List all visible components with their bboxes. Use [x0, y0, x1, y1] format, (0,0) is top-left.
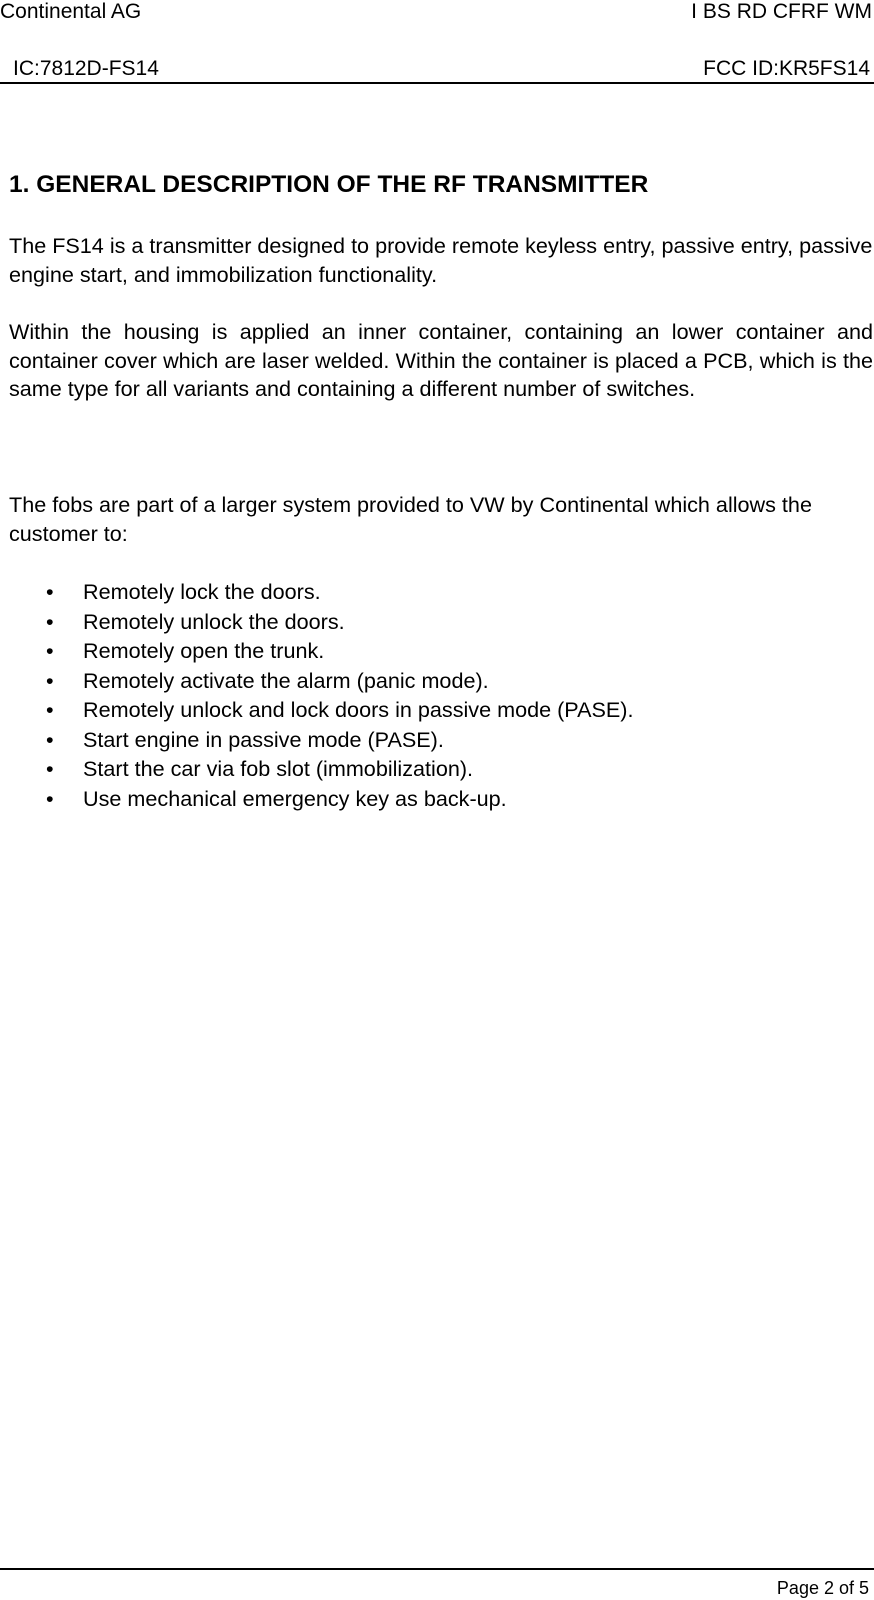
list-item-text: Remotely unlock the doors. [83, 608, 345, 634]
list-item-text: Use mechanical emergency key as back-up. [83, 785, 507, 811]
list-item-text: Start engine in passive mode (PASE). [83, 726, 444, 752]
page-number: Page 2 of 5 [776, 1578, 869, 1598]
bullet-icon: • [46, 667, 54, 693]
bullet-icon: • [46, 638, 54, 663]
header-divider [0, 82, 874, 84]
paragraph-housing: Within the housing is applied an inner container, containing an lower container and container cover which are laser welded. Within the container is placed a PCB, which is the same type for all variants and containing a different number of switches. [9, 319, 873, 401]
paragraph-system: The fobs are part of a larger system provided to VW by Continental which allows the customer to: [9, 492, 812, 546]
fcc-id: FCC ID:KR5FS14 [703, 57, 870, 80]
company-name: Continental AG [0, 0, 142, 23]
paragraph-intro: The FS14 is a transmitter designed to provide remote keyless entry, passive entry, passive engine start, and immobilization functionality. [9, 233, 873, 287]
bullet-icon: • [46, 785, 54, 811]
bullet-icon: • [46, 697, 54, 722]
list-item-text: Remotely lock the doors. [83, 579, 321, 604]
bullet-icon: • [46, 756, 54, 781]
department-code: I BS RD CFRF WM [691, 0, 872, 23]
list-item-text: Remotely unlock and lock doors in passive mode (PASE). [83, 697, 634, 722]
list-item-text: Start the car via fob slot (immobilization). [83, 756, 474, 781]
bullet-icon: • [46, 726, 54, 752]
bullet-icon: • [46, 608, 54, 634]
list-item-text: Remotely open the trunk. [83, 638, 325, 663]
bullet-icon: • [46, 579, 54, 604]
list-item-text: Remotely activate the alarm (panic mode). [83, 667, 489, 693]
section-heading: 1. GENERAL DESCRIPTION OF THE RF TRANSMITTER [9, 171, 649, 198]
ic-number: IC:7812D-FS14 [13, 57, 159, 80]
footer-divider [0, 1568, 874, 1570]
